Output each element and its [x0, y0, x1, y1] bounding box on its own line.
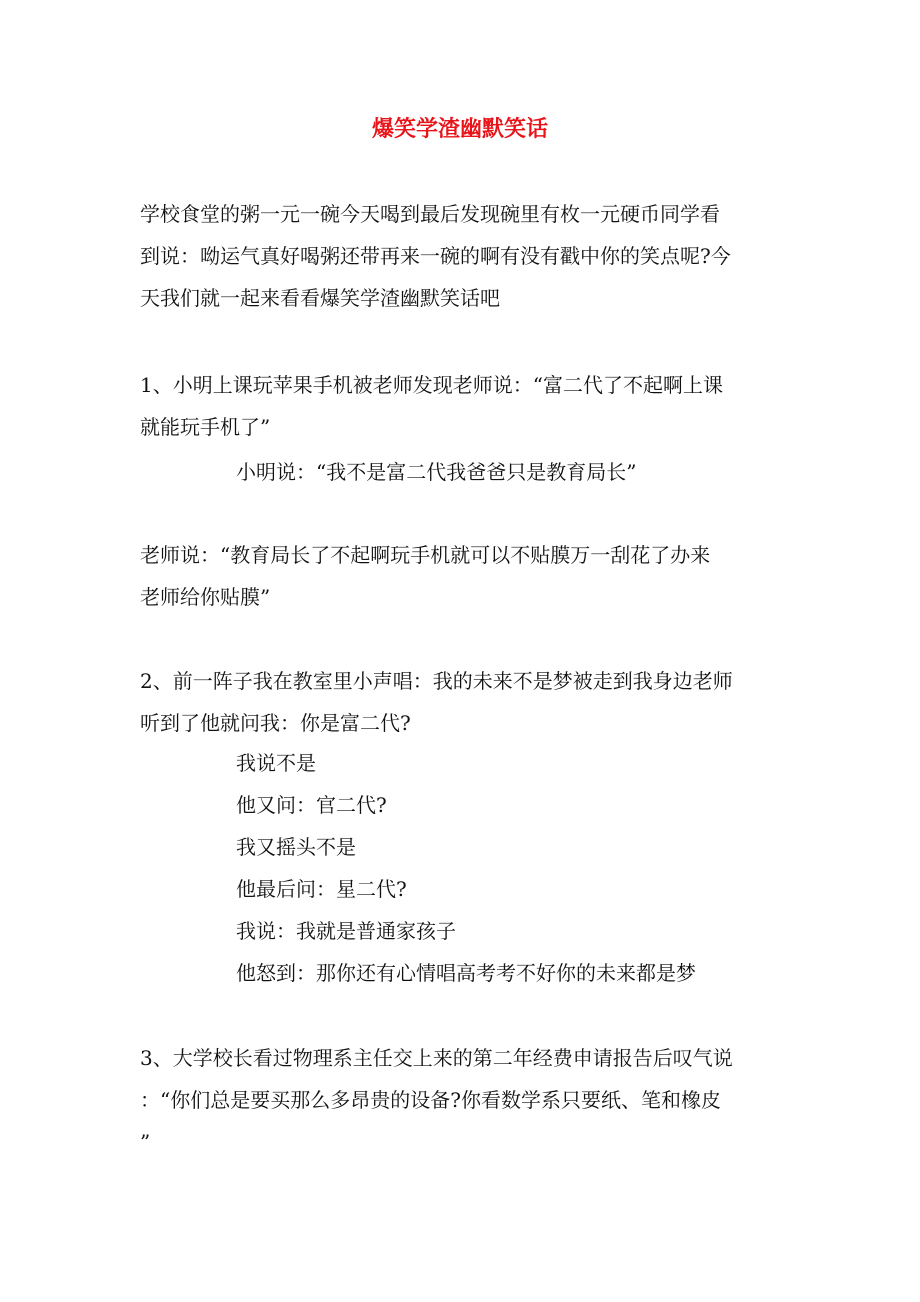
dialogue-line: 我又摇头不是	[236, 835, 356, 859]
joke-1-reply: 小明说：“我不是富二代我爸爸只是教育局长”	[236, 460, 637, 484]
joke-1-paragraph	[140, 364, 785, 448]
text-line: 到说：呦运气真好喝粥还带再来一碗的啊有没有戳中你的笑点呢?今	[140, 244, 731, 268]
text-line: 2、前一阵子我在教室里小声唱：我的未来不是梦被走到我身边老师	[140, 669, 733, 693]
text-line: 老师给你贴膜”	[140, 585, 271, 609]
dialogue-line: 我说：我就是普通家孩子	[236, 919, 456, 943]
dialogue-line: 我说不是	[236, 751, 316, 775]
joke-2-paragraph	[140, 660, 785, 744]
text-line: ”	[140, 1130, 151, 1154]
text-line: 3、大学校长看过物理系主任交上来的第二年经费申请报告后叹气说	[140, 1046, 733, 1070]
text-line: 就能玩手机了”	[140, 415, 271, 439]
text-line: 1、小明上课玩苹果手机被老师发现老师说：“富二代了不起啊上课	[140, 373, 723, 397]
dialogue-line: 他怒到：那你还有心情唱高考考不好你的未来都是梦	[236, 961, 696, 985]
joke-3-paragraph	[140, 1037, 785, 1163]
intro-paragraph	[140, 193, 785, 319]
dialogue-line: 他最后问：星二代?	[236, 877, 407, 901]
text-line: 听到了他就问我：你是富二代?	[140, 711, 411, 735]
page-title: 爆笑学渣幽默笑话	[371, 116, 548, 142]
dialogue-line: 他又问：官二代?	[236, 793, 387, 817]
text-line: ：“你们总是要买那么多昂贵的设备?你看数学系只要纸、笔和橡皮	[140, 1088, 721, 1112]
text-line: 学校食堂的粥一元一碗今天喝到最后发现碗里有枚一元硬币同学看	[140, 202, 720, 226]
text-line: 老师说：“教育局长了不起啊玩手机就可以不贴膜万一刮花了办来	[140, 543, 711, 567]
joke-2-dialogue	[236, 742, 696, 994]
text-line: 天我们就一起来看看爆笑学渣幽默笑话吧	[140, 286, 500, 310]
joke-1-teacher-paragraph	[140, 534, 785, 618]
